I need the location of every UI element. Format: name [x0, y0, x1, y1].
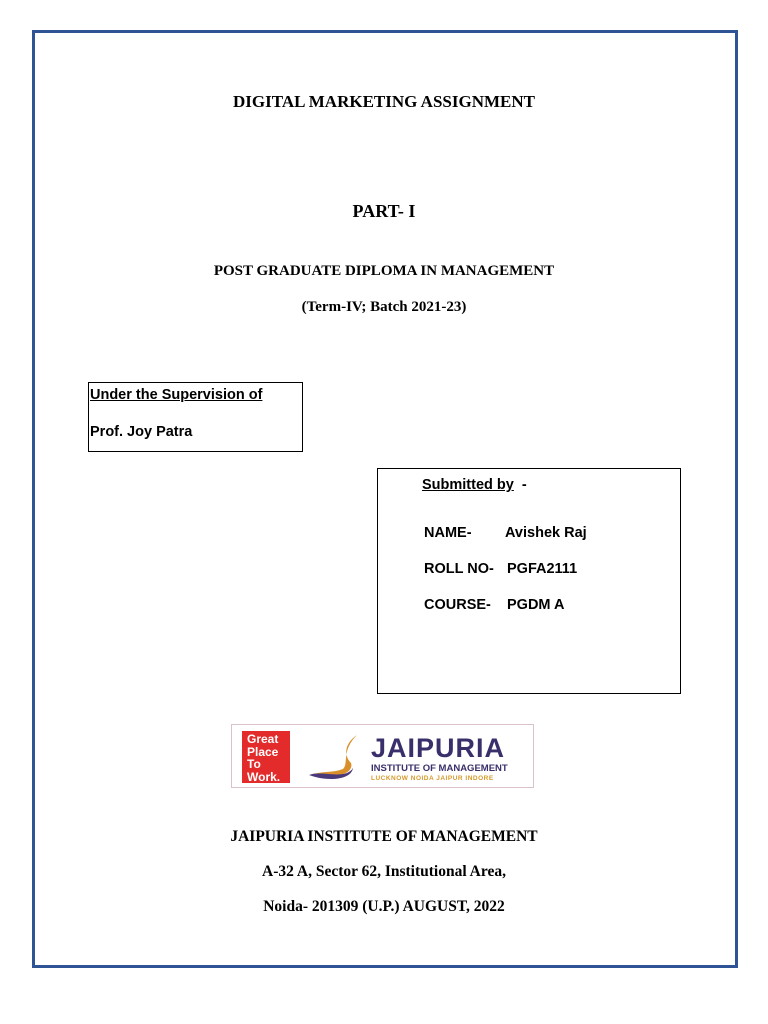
roll-value: PGFA2111 — [507, 561, 578, 577]
name-label: NAME- — [424, 525, 472, 541]
submitted-dash: - — [521, 477, 527, 493]
part-heading: PART- I — [352, 201, 416, 221]
course-value: PGDM A — [507, 597, 565, 613]
document-title: DIGITAL MARKETING ASSIGNMENT — [233, 92, 535, 111]
flame-icon — [307, 733, 369, 781]
footer-address: A-32 A, Sector 62, Institutional Area, — [262, 863, 506, 880]
logo-name: JAIPURIA — [371, 733, 506, 763]
great-place-to-work-badge: Great Place To Work. — [242, 731, 290, 783]
logo-cities: LUCKNOW NOIDA JAIPUR INDORE — [371, 775, 494, 782]
supervisor-name: Prof. Joy Patra — [90, 424, 193, 440]
submitted-label: Submitted by — [422, 477, 514, 493]
program-name: POST GRADUATE DIPLOMA IN MANAGEMENT — [213, 263, 555, 279]
roll-label: ROLL NO- — [424, 561, 494, 577]
submitted-box — [377, 468, 681, 694]
institute-logo — [231, 724, 534, 788]
course-label: COURSE- — [424, 597, 491, 613]
supervision-box — [88, 382, 303, 452]
name-value: Avishek Raj — [505, 525, 587, 541]
footer-institute: JAIPURIA INSTITUTE OF MANAGEMENT — [230, 828, 538, 845]
supervision-label: Under the Supervision of — [90, 387, 263, 403]
term-batch: (Term-IV; Batch 2021-23) — [301, 299, 467, 315]
footer-city-date: Noida- 201309 (U.P.) AUGUST, 2022 — [263, 898, 505, 915]
logo-subtitle: INSTITUTE OF MANAGEMENT — [371, 763, 508, 774]
